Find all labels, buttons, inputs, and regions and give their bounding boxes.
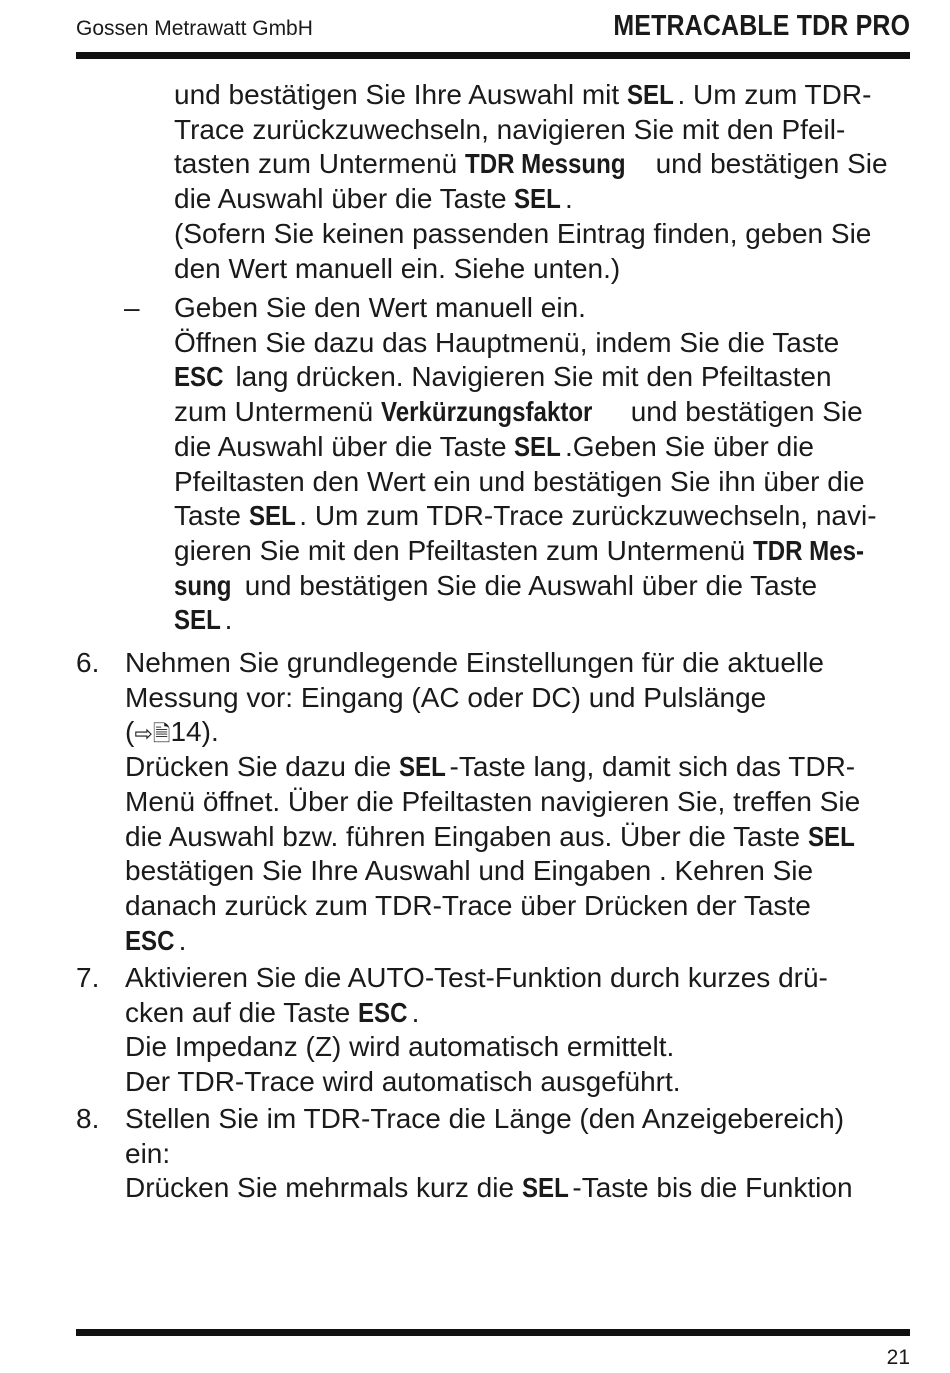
text-line: Messung vor: Eingang (AC oder DC) und Pulslänge [125, 681, 767, 713]
text-line: Drücken Sie mehrmals kurz die SEL -Taste bis die Funktion [125, 1172, 853, 1204]
text-line: danach zurück zum TDR-Trace über Drücken der Taste [125, 889, 811, 921]
text-line: ein: [125, 1137, 171, 1169]
text-line: und bestätigen Sie Ihre Auswahl mit SEL . Um zum TDR- [174, 79, 872, 110]
text-line: Geben Sie den Wert manuell ein. [174, 292, 586, 323]
text-line: Pfeiltasten den Wert ein und bestätigen Sie ihn über die [174, 465, 865, 497]
text-line: Der TDR-Trace wird automatisch ausgeführt. [125, 1066, 681, 1098]
text-line: sung und bestätigen Sie die Auswahl über die Taste [174, 569, 818, 601]
arrow-right-icon: ⇨ [134, 722, 153, 748]
text-line: den Wert manuell ein. Siehe unten.) [174, 252, 621, 284]
text-line: Nehmen Sie grundlegende Einstellungen für die aktuelle [125, 647, 824, 678]
text-line: SEL . [174, 604, 233, 636]
text-line: die Auswahl über die Taste SEL .Geben Sie über die [174, 430, 814, 462]
text-line: Menü öffnet. Über die Pfeiltasten navigieren Sie, treffen Sie [125, 785, 861, 817]
text-line: Stellen Sie im TDR-Trace die Länge (den Anzeigebereich) [125, 1103, 845, 1134]
text-line: Die Impedanz (Z) wird automatisch ermittelt. [125, 1031, 675, 1063]
header-company: Gossen Metrawatt GmbH [76, 17, 313, 40]
header-rule [76, 52, 910, 59]
step-number-6: 6. [76, 647, 100, 678]
page-number: 21 [886, 1346, 910, 1369]
text-line: Drücken Sie dazu die SEL -Taste lang, damit sich das TDR- [125, 751, 856, 783]
text-line: Taste SEL . Um zum TDR-Trace zurückzuwechseln, navi- [174, 500, 877, 532]
dash-marker: – [124, 292, 140, 323]
text-line: Öffnen Sie dazu das Hauptmenü, indem Sie die Taste [174, 326, 840, 358]
text-line: die Auswahl über die Taste SEL . [174, 183, 573, 215]
text-line: tasten zum Untermenü TDR Messung und bestätigen Sie [174, 148, 888, 180]
step-number-7: 7. [76, 962, 100, 993]
page-reference-icon: 🗎 [152, 722, 171, 748]
text-line: cken auf die Taste ESC . [125, 996, 420, 1028]
text-line: Aktivieren Sie die AUTO-Test-Funktion durch kurzes drü- [125, 962, 828, 993]
text-line: ESC lang drücken. Navigieren Sie mit den Pfeiltasten [174, 361, 832, 393]
text-line: zum Untermenü Verkürzungsfaktor und bestätigen Sie [174, 396, 863, 428]
text-line: ESC . [125, 924, 187, 956]
text-line: bestätigen Sie Ihre Auswahl und Eingaben . Kehren Sie [125, 855, 814, 887]
text-line: die Auswahl bzw. führen Eingaben aus. Über die Taste SEL [125, 820, 855, 852]
text-line: (⇨🗎14). [125, 716, 219, 748]
footer-rule [76, 1329, 910, 1336]
header-product-title: METRACABLE TDR PRO [613, 10, 910, 42]
text-line: (Sofern Sie keinen passenden Eintrag finden, geben Sie [174, 217, 872, 249]
text-line: Trace zurückzuwechseln, navigieren Sie mit den Pfeil- [174, 113, 846, 145]
step-number-8: 8. [76, 1103, 100, 1134]
text-line: gieren Sie mit den Pfeiltasten zum Untermenü TDR Mes- [174, 534, 865, 566]
